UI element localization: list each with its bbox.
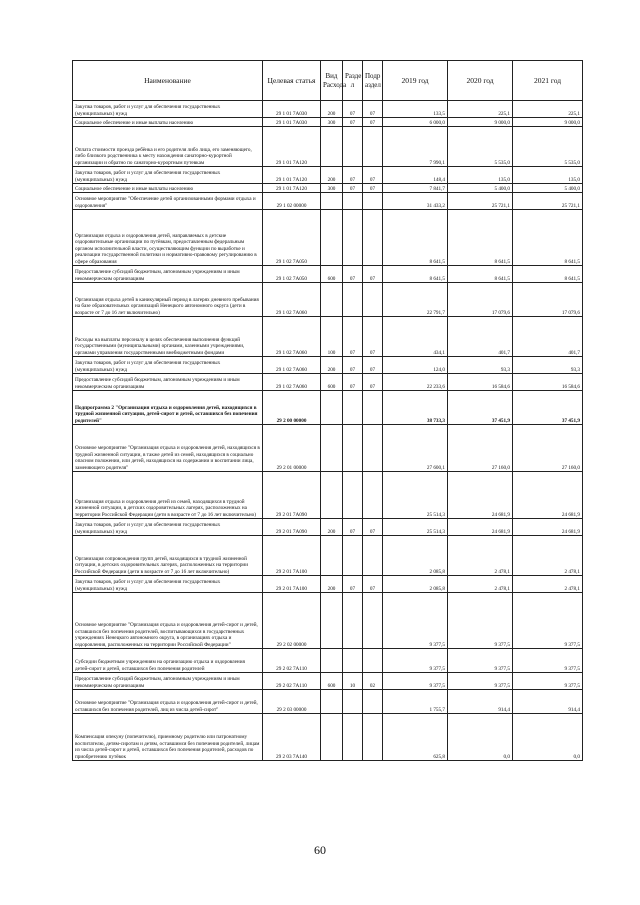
row-name-cell: Закупка товаров, работ и услуг для обеспечения государственных (муниципальных) нужд bbox=[73, 576, 263, 593]
row-expense-type bbox=[321, 649, 343, 673]
row-section bbox=[343, 391, 363, 425]
row-value-2021: 37 451,9 bbox=[513, 391, 583, 425]
row-section: 07 bbox=[343, 374, 363, 391]
row-value-2020: 17 079,6 bbox=[448, 283, 513, 317]
row-target-code: 29 2 00 00000 bbox=[263, 391, 321, 425]
row-section bbox=[343, 593, 363, 649]
row-value-2019: 625,8 bbox=[383, 714, 448, 761]
row-value-2021: 5 400,0 bbox=[513, 184, 583, 193]
row-subsection bbox=[363, 472, 383, 519]
row-value-2021: 27 160,0 bbox=[513, 425, 583, 472]
table-row bbox=[73, 391, 583, 425]
row-name-cell: Закупка товаров, работ и услуг для обеспечения государственных (муниципальных) нужд bbox=[73, 519, 263, 536]
row-value-2021: 9 377,5 bbox=[513, 649, 583, 673]
row-section: 07 bbox=[343, 101, 363, 118]
table-row bbox=[73, 593, 583, 649]
row-subsection bbox=[363, 210, 383, 266]
row-section: 07 bbox=[343, 576, 363, 593]
row-value-2020: 93,3 bbox=[448, 357, 513, 374]
row-value-2021: 914,4 bbox=[513, 690, 583, 714]
row-name-cell: Основное мероприятие "Организация отдыха и оздоровления детей, находящихся в трудной жизненной ситуации, в также детей из семей, находящихся в социально опасном положении, или детей, находящихся на содержании и воспитании лица, заменяющего родителя" bbox=[73, 425, 263, 472]
table-row bbox=[73, 266, 583, 283]
row-expense-type: 600 bbox=[321, 266, 343, 283]
table-row bbox=[73, 374, 583, 391]
row-section bbox=[343, 472, 363, 519]
row-section: 10 bbox=[343, 673, 363, 690]
row-section bbox=[343, 283, 363, 317]
row-target-code: 29 1 02 7А050 bbox=[263, 266, 321, 283]
row-expense-type bbox=[321, 127, 343, 167]
row-value-2020: 9 000,0 bbox=[448, 118, 513, 127]
row-expense-type bbox=[321, 193, 343, 210]
row-value-2020: 401,7 bbox=[448, 317, 513, 357]
row-expense-type: 200 bbox=[321, 167, 343, 184]
row-target-code: 29 2 02 7А110 bbox=[263, 673, 321, 690]
row-name-cell: Предоставление субсидий бюджетным, автономным учреждениям и иным некоммерческим организациям bbox=[73, 266, 263, 283]
row-value-2019: 27 600,1 bbox=[383, 425, 448, 472]
row-expense-type bbox=[321, 210, 343, 266]
row-name-cell: Организация сопровождения групп детей, находящихся в трудной жизненной ситуации, в детских оздоровительных лагерях, расположенных на территории Российской Федерации (дети в возрасте от 7 до 16 лет включительно) bbox=[73, 536, 263, 576]
row-value-2020: 914,4 bbox=[448, 690, 513, 714]
row-value-2019: 7 841,7 bbox=[383, 184, 448, 193]
row-expense-type: 200 bbox=[321, 576, 343, 593]
row-name-cell: Социальное обеспечение и иные выплаты населению bbox=[73, 118, 263, 127]
row-value-2020: 2 478,1 bbox=[448, 536, 513, 576]
header-section: Разде л bbox=[343, 61, 363, 101]
table-row bbox=[73, 649, 583, 673]
row-value-2021: 16 584,6 bbox=[513, 374, 583, 391]
row-subsection: 07 bbox=[363, 374, 383, 391]
row-value-2021: 9 377,5 bbox=[513, 593, 583, 649]
row-section bbox=[343, 536, 363, 576]
row-section: 07 bbox=[343, 118, 363, 127]
row-expense-type: 300 bbox=[321, 184, 343, 193]
row-name-cell: Основное мероприятие "Обеспечение детей организованными формами отдыха и оздоровления" bbox=[73, 193, 263, 210]
table-row bbox=[73, 167, 583, 184]
row-name-cell: Основное мероприятие "Организация отдыха и оздоровления детей-сирот и детей, оставшихся без попечения родителей, воспитывающихся в государственных учреждениях Ненецкого автономного округа, в организациях отдыха и оздоровления, расположенных на территории Российской Федерации" bbox=[73, 593, 263, 649]
row-subsection bbox=[363, 649, 383, 673]
row-target-code: 29 2 02 00000 bbox=[263, 593, 321, 649]
header-name: Наименование bbox=[73, 61, 263, 101]
table-row bbox=[73, 425, 583, 472]
row-value-2020: 8 641,5 bbox=[448, 210, 513, 266]
row-target-code: 29 2 01 00000 bbox=[263, 425, 321, 472]
row-value-2020: 135,0 bbox=[448, 167, 513, 184]
row-name-cell: Организация отдыха и оздоровления детей из семей, находящихся в трудной жизненной ситуации, в детских оздоровительных лагерях, расположенных на территории Российской Федерации (дети в возрасте от 7 до 16 лет включительно) bbox=[73, 472, 263, 519]
row-value-2021: 9 000,0 bbox=[513, 118, 583, 127]
row-value-2019: 8 641,5 bbox=[383, 266, 448, 283]
row-value-2021: 0,0 bbox=[513, 714, 583, 761]
header-target: Целевая статья bbox=[263, 61, 321, 101]
row-target-code: 29 2 03 7А140 bbox=[263, 714, 321, 761]
row-name-cell: Социальное обеспечение и иные выплаты населению bbox=[73, 184, 263, 193]
row-expense-type bbox=[321, 536, 343, 576]
row-target-code: 29 1 02 7А060 bbox=[263, 317, 321, 357]
table-row bbox=[73, 673, 583, 690]
row-subsection bbox=[363, 536, 383, 576]
row-value-2021: 225,1 bbox=[513, 101, 583, 118]
table-row bbox=[73, 127, 583, 167]
row-subsection: 07 bbox=[363, 167, 383, 184]
row-value-2019: 148,4 bbox=[383, 167, 448, 184]
row-section bbox=[343, 193, 363, 210]
row-value-2019: 124,0 bbox=[383, 357, 448, 374]
row-subsection: 07 bbox=[363, 118, 383, 127]
row-value-2021: 5 535,0 bbox=[513, 127, 583, 167]
header-2020: 2020 год bbox=[448, 61, 513, 101]
row-value-2021: 8 641,5 bbox=[513, 266, 583, 283]
row-value-2019: 9 377,5 bbox=[383, 649, 448, 673]
row-expense-type: 600 bbox=[321, 673, 343, 690]
row-expense-type bbox=[321, 283, 343, 317]
row-expense-type: 200 bbox=[321, 101, 343, 118]
row-value-2019: 31 433,2 bbox=[383, 193, 448, 210]
row-target-code: 29 1 01 7А120 bbox=[263, 167, 321, 184]
table-row bbox=[73, 519, 583, 536]
row-target-code: 29 1 01 7А120 bbox=[263, 184, 321, 193]
row-target-code: 29 1 02 7А060 bbox=[263, 357, 321, 374]
row-value-2020: 27 160,0 bbox=[448, 425, 513, 472]
row-name-cell: Компенсация опекуну (попечителю), приемному родителю или патронатному воспитателю, детям-сиротам и детям, оставшимся без попечения родителей, лицам из числа детей-сирот и детей, оставшихся без попечения родителей, расходов по приобретению путёвок bbox=[73, 714, 263, 761]
row-name-cell: Организация отдыха и оздоровления детей, направляемых в детские оздоровительные организации по путёвкам, предоставленным федеральным органом исполнительной власти, осуществляющим функции по выработке и реализации государственной политики и нормативно-правовому регулированию в сфере образования bbox=[73, 210, 263, 266]
row-value-2021: 93,3 bbox=[513, 357, 583, 374]
row-value-2021: 17 079,6 bbox=[513, 283, 583, 317]
table-row bbox=[73, 317, 583, 357]
table-row bbox=[73, 101, 583, 118]
row-subsection: 07 bbox=[363, 317, 383, 357]
row-name-cell: Расходы на выплаты персоналу в целях обеспечения выполнения функций государственными (муниципальными) органами, казенными учреждениями, органами управления государственными внебюджетными фондами bbox=[73, 317, 263, 357]
row-value-2019: 9 377,5 bbox=[383, 673, 448, 690]
row-value-2019: 1 755,7 bbox=[383, 690, 448, 714]
row-target-code: 29 1 01 7А120 bbox=[263, 127, 321, 167]
row-name-cell: Основное мероприятие "Организация отдыха и оздоровления детей-сирот и детей, оставшихся без попечения родителей, лиц из числа детей-сирот" bbox=[73, 690, 263, 714]
row-subsection: 07 bbox=[363, 357, 383, 374]
row-value-2021: 8 641,5 bbox=[513, 210, 583, 266]
row-section bbox=[343, 714, 363, 761]
row-value-2020: 9 377,5 bbox=[448, 673, 513, 690]
row-target-code: 29 1 02 7А060 bbox=[263, 283, 321, 317]
table-row bbox=[73, 690, 583, 714]
row-expense-type bbox=[321, 690, 343, 714]
row-section bbox=[343, 690, 363, 714]
row-name-cell: Субсидии бюджетным учреждениям на организацию отдыха и оздоровления детей-сирот и детей, оставшихся без попечения родителей bbox=[73, 649, 263, 673]
row-section bbox=[343, 425, 363, 472]
row-section bbox=[343, 127, 363, 167]
row-value-2019: 22 233,6 bbox=[383, 374, 448, 391]
row-value-2019: 6 000,0 bbox=[383, 118, 448, 127]
table-row bbox=[73, 714, 583, 761]
row-value-2021: 401,7 bbox=[513, 317, 583, 357]
row-expense-type bbox=[321, 714, 343, 761]
table-body bbox=[73, 101, 583, 761]
row-value-2021: 24 681,9 bbox=[513, 519, 583, 536]
row-expense-type bbox=[321, 391, 343, 425]
row-value-2020: 2 478,1 bbox=[448, 576, 513, 593]
table-row bbox=[73, 118, 583, 127]
table-header-row bbox=[73, 61, 583, 101]
row-target-code: 29 1 02 00000 bbox=[263, 193, 321, 210]
table-row bbox=[73, 576, 583, 593]
budget-table bbox=[72, 60, 583, 761]
header-expense: Вид Расхода bbox=[321, 61, 343, 101]
row-value-2019: 133,5 bbox=[383, 101, 448, 118]
row-expense-type bbox=[321, 472, 343, 519]
row-subsection bbox=[363, 193, 383, 210]
row-value-2021: 25 721,1 bbox=[513, 193, 583, 210]
row-target-code: 29 1 01 7А030 bbox=[263, 118, 321, 127]
row-value-2020: 8 641,5 bbox=[448, 266, 513, 283]
row-value-2020: 0,0 bbox=[448, 714, 513, 761]
row-target-code: 29 2 01 7А090 bbox=[263, 472, 321, 519]
table-row bbox=[73, 472, 583, 519]
page-number: 60 bbox=[314, 843, 326, 857]
table-row bbox=[73, 184, 583, 193]
row-value-2019: 2 085,8 bbox=[383, 536, 448, 576]
row-name-cell: Организация отдыха детей в каникулярный период в лагерях дневного пребывания на базе образовательных организаций Ненецкого автономного округа (дети в возрасте от 7 до 16 лет включительно) bbox=[73, 283, 263, 317]
row-subsection bbox=[363, 714, 383, 761]
row-subsection: 02 bbox=[363, 673, 383, 690]
budget-table-page bbox=[72, 60, 582, 761]
row-value-2019: 7 990,1 bbox=[383, 127, 448, 167]
row-subsection bbox=[363, 127, 383, 167]
row-section: 07 bbox=[343, 317, 363, 357]
row-subsection bbox=[363, 690, 383, 714]
row-target-code: 29 2 01 7А100 bbox=[263, 576, 321, 593]
row-expense-type: 200 bbox=[321, 357, 343, 374]
table-row bbox=[73, 536, 583, 576]
row-value-2020: 24 681,9 bbox=[448, 519, 513, 536]
row-value-2021: 2 478,1 bbox=[513, 536, 583, 576]
row-target-code: 29 1 02 7А060 bbox=[263, 374, 321, 391]
row-section: 07 bbox=[343, 357, 363, 374]
row-value-2020: 16 584,6 bbox=[448, 374, 513, 391]
row-value-2019: 25 514,3 bbox=[383, 472, 448, 519]
row-name-cell: Закупка товаров, работ и услуг для обеспечения государственных (муниципальных) нужд bbox=[73, 167, 263, 184]
row-subsection bbox=[363, 391, 383, 425]
row-value-2019: 9 377,5 bbox=[383, 593, 448, 649]
row-target-code: 29 2 01 7А090 bbox=[263, 519, 321, 536]
row-section bbox=[343, 210, 363, 266]
row-section: 07 bbox=[343, 266, 363, 283]
row-name-cell: Предоставление субсидий бюджетным, автономным учреждениям и иным некоммерческим организациям bbox=[73, 673, 263, 690]
row-value-2019: 2 085,8 bbox=[383, 576, 448, 593]
row-value-2021: 9 377,5 bbox=[513, 673, 583, 690]
row-value-2019: 22 791,7 bbox=[383, 283, 448, 317]
row-value-2020: 5 535,0 bbox=[448, 127, 513, 167]
row-subsection bbox=[363, 425, 383, 472]
row-subsection: 07 bbox=[363, 519, 383, 536]
row-name-cell: Подпрограмма 2 "Организация отдыха и оздоровления детей, находящихся в трудной жизненной ситуации, детей-сирот и детей, оставшихся без попечения родителей" bbox=[73, 391, 263, 425]
table-row bbox=[73, 283, 583, 317]
row-name-cell: Предоставление субсидий бюджетным, автономным учреждениям и иным некоммерческим организациям bbox=[73, 374, 263, 391]
row-name-cell: Оплата стоимости проезда ребёнка и его родителя либо лица, его заменяющего, либо близкого родственника к месту нахождения санаторно-курортной организации и обратно по санаторно-курортным путевкам bbox=[73, 127, 263, 167]
row-expense-type: 600 bbox=[321, 374, 343, 391]
row-value-2020: 24 681,9 bbox=[448, 472, 513, 519]
row-subsection: 07 bbox=[363, 576, 383, 593]
row-target-code: 29 1 01 7А030 bbox=[263, 101, 321, 118]
row-name-cell: Закупка товаров, работ и услуг для обеспечения государственных (муниципальных) нужд bbox=[73, 101, 263, 118]
row-section: 07 bbox=[343, 184, 363, 193]
row-subsection bbox=[363, 283, 383, 317]
header-2021: 2021 год bbox=[513, 61, 583, 101]
row-subsection: 07 bbox=[363, 101, 383, 118]
row-target-code: 29 2 01 7А100 bbox=[263, 536, 321, 576]
row-expense-type bbox=[321, 425, 343, 472]
row-value-2020: 9 377,5 bbox=[448, 649, 513, 673]
row-value-2019: 25 514,3 bbox=[383, 519, 448, 536]
table-row bbox=[73, 210, 583, 266]
row-value-2019: 8 641,5 bbox=[383, 210, 448, 266]
row-target-code: 29 1 02 7А050 bbox=[263, 210, 321, 266]
row-name-cell: Закупка товаров, работ и услуг для обеспечения государственных (муниципальных) нужд bbox=[73, 357, 263, 374]
row-value-2021: 135,0 bbox=[513, 167, 583, 184]
table-row bbox=[73, 357, 583, 374]
row-value-2019: 38 733,3 bbox=[383, 391, 448, 425]
row-section: 07 bbox=[343, 519, 363, 536]
row-value-2020: 9 377,5 bbox=[448, 593, 513, 649]
row-expense-type bbox=[321, 593, 343, 649]
row-expense-type: 200 bbox=[321, 519, 343, 536]
header-subsection: Подр аздел bbox=[363, 61, 383, 101]
row-section: 07 bbox=[343, 167, 363, 184]
row-value-2021: 24 681,9 bbox=[513, 472, 583, 519]
row-subsection: 07 bbox=[363, 266, 383, 283]
row-value-2020: 25 721,1 bbox=[448, 193, 513, 210]
row-value-2020: 37 451,9 bbox=[448, 391, 513, 425]
row-section bbox=[343, 649, 363, 673]
row-value-2020: 5 400,0 bbox=[448, 184, 513, 193]
header-2019: 2019 год bbox=[383, 61, 448, 101]
row-subsection: 07 bbox=[363, 184, 383, 193]
table-row bbox=[73, 193, 583, 210]
row-subsection bbox=[363, 593, 383, 649]
row-value-2020: 225,1 bbox=[448, 101, 513, 118]
row-value-2019: 434,1 bbox=[383, 317, 448, 357]
row-expense-type: 300 bbox=[321, 118, 343, 127]
row-expense-type: 100 bbox=[321, 317, 343, 357]
row-target-code: 29 2 02 7А110 bbox=[263, 649, 321, 673]
row-target-code: 29 2 03 00000 bbox=[263, 690, 321, 714]
row-value-2021: 2 478,1 bbox=[513, 576, 583, 593]
